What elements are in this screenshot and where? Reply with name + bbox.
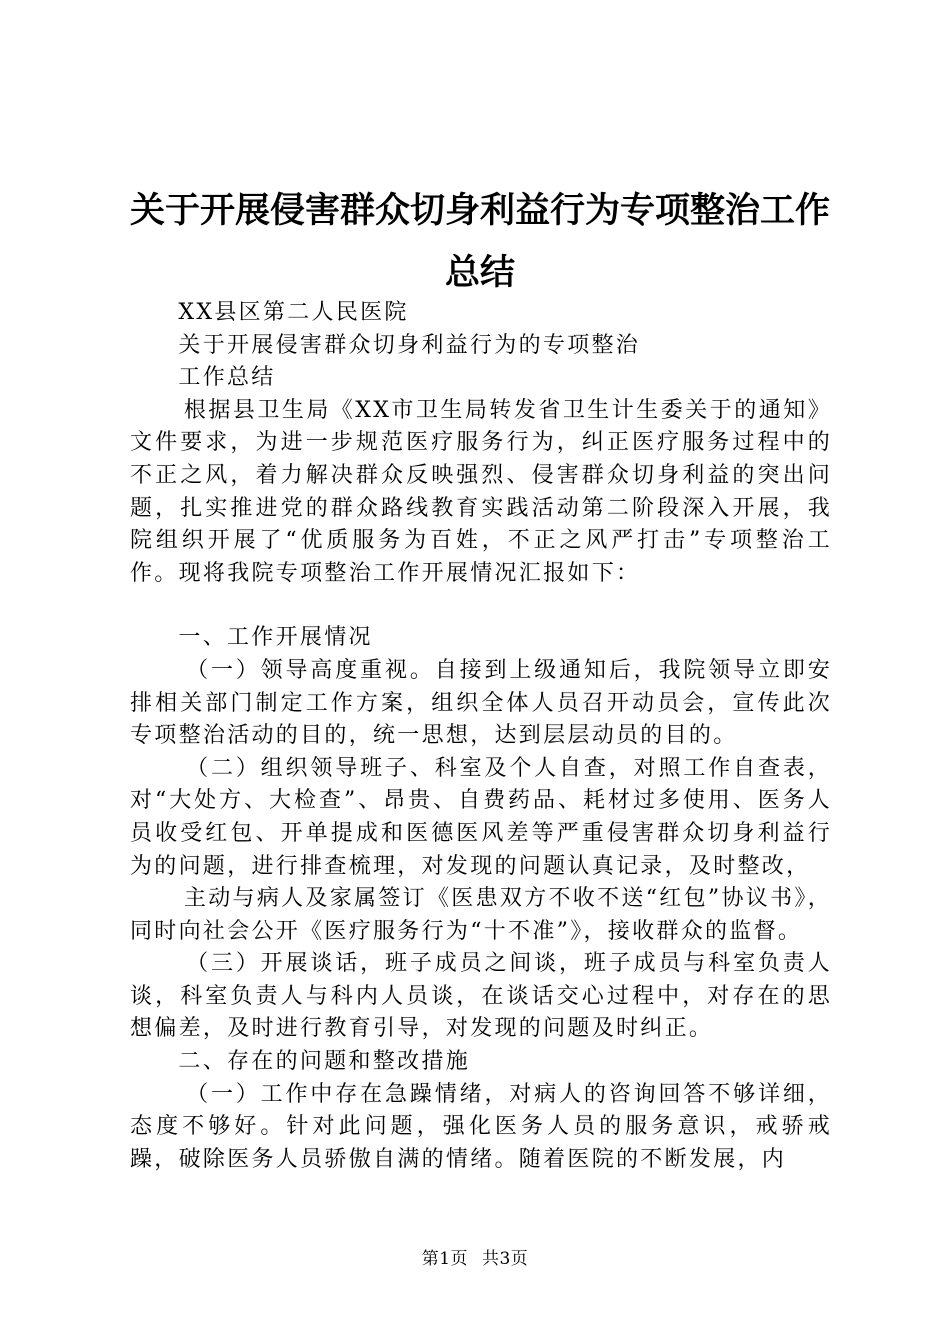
document-body — [130, 297, 832, 1176]
paragraph-1-1: （一）领导高度重视。自接到上级通知后，我院领导立即安排相关部门制定工作方案，组织全体人员召开动员会，宣传此次专项整治活动的目的，统一思想，达到层层动员的目的。 — [130, 657, 832, 749]
section-heading-2: 二、存在的问题和整改措施 — [178, 1049, 470, 1075]
page-footer — [0, 1244, 950, 1269]
paragraph-1-2-continued: 主动与病人及家属签订《医患双方不收不送“红包”协议书》，同时向社会公开《医疗服务行为“十不准”》，接收群众的监督。 — [130, 886, 832, 944]
title-line-2: 总结 — [444, 253, 515, 293]
document-title — [110, 180, 850, 304]
intro-paragraph: 根据县卫生局《XX市卫生局转发省卫生计生委关于的通知》文件要求，为进一步规范医疗服务行为，纠正医疗服务过程中的不正之风，着力解决群众反映强烈、侵害群众切身利益的突出问题，扎实推进党的群众路线教育实践活动第二阶段深入开展，我院组织开展了“优质服务为百姓，不正之风严打击”专项整治工作。现将我院专项整治工作开展情况汇报如下： — [130, 397, 832, 586]
subtitle-line-2: 工作总结 — [178, 365, 276, 391]
hospital-name: XX县区第二人民医院 — [178, 300, 409, 325]
paragraph-2-1: （一）工作中存在急躁情绪，对病人的咨询回答不够详细，态度不够好。针对此问题，强化医务人员的服务意识，戒骄戒躁，破除医务人员骄傲自满的情绪。随着医院的不断发展，内 — [130, 1081, 832, 1172]
subtitle-line: 关于开展侵害群众切身利益行为的专项整治 — [178, 332, 641, 358]
paragraph-1-3: （三）开展谈话，班子成员之间谈，班子成员与科室负责人谈，科室负责人与科内人员谈，在谈话交心过程中，对存在的思想偏差，及时进行教育引导，对发现的问题及时纠正。 — [130, 951, 832, 1042]
paragraph-spacer — [130, 590, 832, 622]
title-line-1: 关于开展侵害群众切身利益行为专项整治工作 — [129, 191, 830, 231]
paragraph-1-2: （二）组织领导班子、科室及个人自查，对照工作自查表，对“大处方、大检查”、昂贵、自费药品、耗材过多使用、医务人员收受红包、开单提成和医德医风差等严重侵害群众切身利益行为的问题，进行排查梳理，对发现的问题认真记录，及时整改， — [130, 755, 832, 879]
section-heading-1: 一、工作开展情况 — [178, 625, 373, 651]
page-number: 第1页 — [421, 1249, 469, 1269]
page-total: 共3页 — [481, 1249, 529, 1269]
